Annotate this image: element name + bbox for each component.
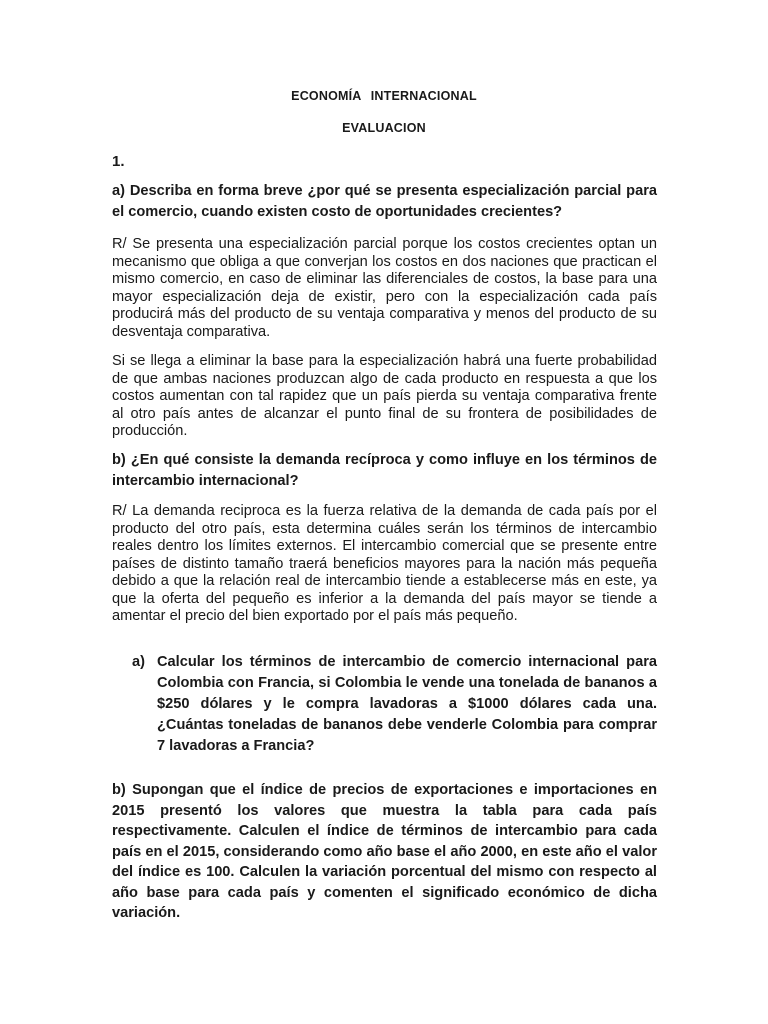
answer-1a-paragraph-1: R/ Se presenta una especialización parcial porque los costos crecientes optan un mecanismo que obliga a que converjan los costos en dos naciones que practican el mismo comercio, en caso de eliminar las diferenciales de costos, la base para una mayor especialización deja de existir, pero con la especialización cada país producirá más del producto de su ventaja comparativa y menos del producto de su desventaja comparativa. bbox=[112, 236, 657, 340]
document-title: ECONOMÍA INTERNACIONAL bbox=[291, 89, 477, 103]
answer-1b: R/ La demanda reciproca es la fuerza relativa de la demanda de cada país por el producto del otro país, esta determina cuáles serán los términos de intercambio reales dentro los límites externos. El intercambio comercial que se presente entre países de distinto tamaño traerá beneficios mayores para la nación más pequeña debido a que la relación real de intercambio tiende a establecerse más en este, ya que la oferta del pequeño es inferior a la demanda del país mayor se tiende a amentar el precio del bien exportado por el país más pequeño. bbox=[112, 503, 657, 624]
document-subtitle: EVALUACION bbox=[342, 121, 426, 135]
question-calc-a-label: a) bbox=[132, 654, 145, 670]
answer-1a-paragraph-2: Si se llega a eliminar la base para la especialización habrá una fuerte probabilidad de que ambas naciones produzcan algo de cada producto en respuesta a que los costos aumentan con tal rapidez que un país pierda su ventaja comparativa frente al otro país antes de alcanzar el punto final de su frontera de posibilidades de producción. bbox=[112, 353, 657, 439]
section-number: 1. bbox=[112, 153, 125, 170]
question-calc-a-text: Calcular los términos de intercambio de comercio internacional para Colombia con Francia, si Colombia le vende una tonelada de bananos a $250 dólares y le compra lavadoras a $1000 dólares cada una. ¿Cuántas toneladas de bananos debe venderle Colombia para comprar 7 lavadoras a Francia? bbox=[157, 654, 657, 754]
question-1b: b) ¿En qué consiste la demanda recíproca y como influye en los términos de intercambio internacional? bbox=[112, 452, 657, 489]
question-calc-a bbox=[132, 652, 657, 757]
question-1a: a) Describa en forma breve ¿por qué se presenta especialización parcial para el comercio, cuando existen costo de oportunidades crecientes? bbox=[112, 183, 657, 220]
question-calc-b: b) Supongan que el índice de precios de exportaciones e importaciones en 2015 presentó los valores que muestra la tabla para cada país respectivamente. Calculen el índice de términos de intercambio para cada país en el 2015, considerando como año base el año 2000, en este año el valor del índice es 100. Calculen la variación porcentual del mismo con respecto al año base para cada país y comenten el significado económico de dicha variación. bbox=[112, 782, 657, 921]
